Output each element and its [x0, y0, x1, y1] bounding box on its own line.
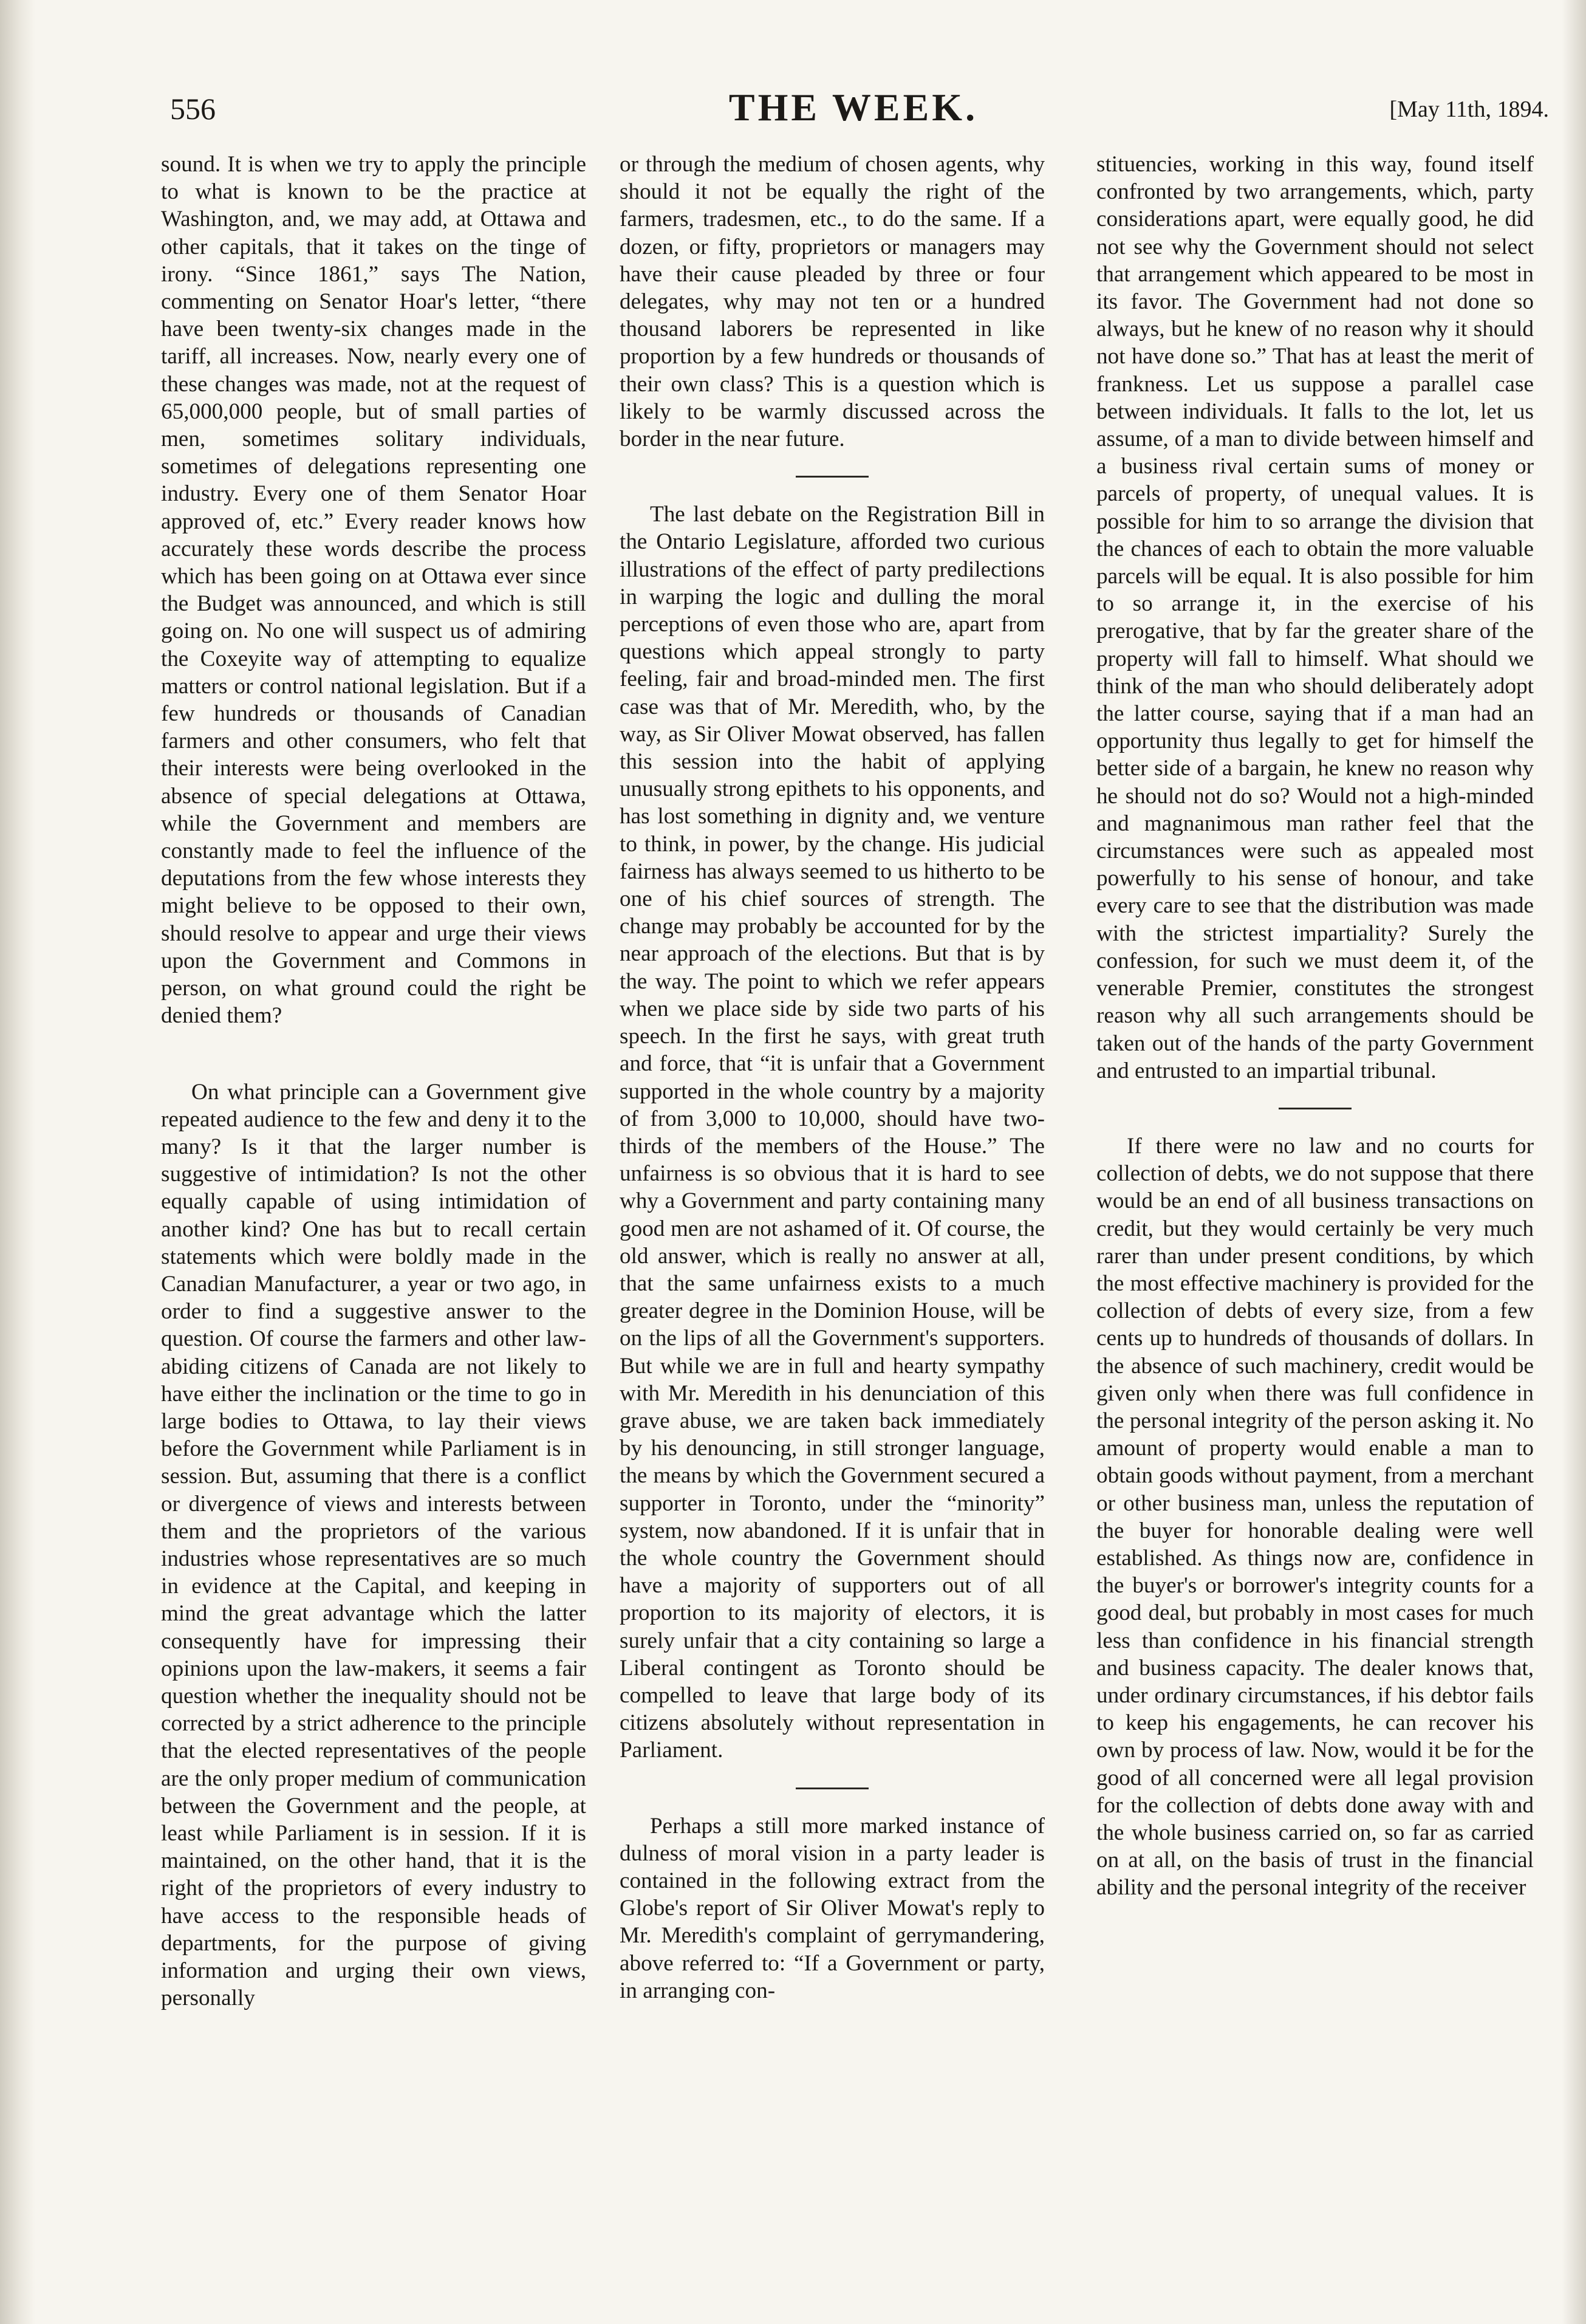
section-separator [1279, 1108, 1352, 1109]
publication-title: THE WEEK. [728, 86, 979, 129]
section-gap [161, 1030, 586, 1078]
paragraph-registration-bill: The last debate on the Registration Bill in the Ontario Legislature, afforded two curious illustrations of the effect of party predilections in warping the logic and dulling the moral perceptions of even those who are, apart from questions which appeal strongly to party feeling, fair and broad-minded men. The first case was that of Mr. Meredith, who, by the way, as Sir Oliver Mowat observed, has fallen this session into the habit of applying unusually strong epithets to his opponents, and has lost something in dignity and, we venture to think, in power, by the change. His judicial fairness has always seemed to us hitherto to be one of his chief sources of strength. The change may probably be accounted for by the near approach of the elections. But that is by the way. The point to which we refer appears when we place side by side two parts of his speech. In the first he says, with great truth and force, that “it is unfair that a Government supported in the whole country by a majority of from 3,000 to 10,000, should have two-thirds of the members of the House.” The unfairness is so obvious that it is hard to see why a Government and party containing many good men are not ashamed of it. Of course, the old answer, which is really no answer at all, that the same unfairness exists to a much greater degree in the Dominion House, will be on the lips of all the Government's supporters. But while we are in full and hearty sympathy with Mr. Meredith in his denunciation of this grave abuse, we are taken back immediately by his denouncing, in still stronger language, the means by which the Government secured a supporter in Toronto, under the “minority” system, now abandoned. If it is unfair that in the whole country the Government should have a majority of supporters out of all proportion to its majority of electors, it is surely unfair that a city containing so large a Liberal contingent as Toronto should be compelled to leave that large body of its citizens absolutely without representation in Parliament. [620, 502, 1045, 1763]
paragraph-debt-collection: If there were no law and no courts for collection of debts, we do not suppose that there would be an end of all business transactions on credit, but they would certainly be very much rarer than under present conditions, by which the most effective machinery is provided for the collection of debts of every size, from a few cents up to hundreds of thousands of dollars. In the absence of such machinery, credit would be given only when there was full confidence in the personal integrity of the person asking it. No amount of property would enable a man to obtain goods without payment, from a merchant or other business man, unless the reputation of the buyer for honorable dealing were well established. As things now are, confidence in the buyer's or borrower's integrity counts for a good deal, but probably in most cases for much less than confidence in his financial strength and business capacity. The dealer knows that, under ordinary circumstances, if his debtor fails to keep his engagements, he can recover his own by process of law. Now, would it be for the good of all concerned were all legal provision for the collection of debts done away with and the whole business carried on, so far as carried on at all, on the basis of trust in the financial ability and the personal integrity of the receiver [1096, 1133, 1534, 1901]
column-left [161, 151, 586, 2012]
page-right-edge [1562, 0, 1586, 2324]
page-number: 556 [170, 92, 216, 126]
section-separator [796, 476, 869, 478]
section-separator [796, 1788, 869, 1789]
paragraph-constituencies: stituencies, working in this way, found itself confronted by two arrangements, which, party considerations apart, were equally good, he did not see why the Government should not select that arrangement which appeared to be most in its favor. The Government had not done so always, but he knew of no reason why it should not have done so.” That has at least the merit of frankness. Let us suppose a parallel case between individuals. It falls to the lot, let us assume, of a man to divide between himself and a business rival certain sums of money or parcels of property, of unequal values. It is possible for him to so arrange the division that the chances of each to obtain the more valuable parcels will be equal. It is also possible for him to so arrange it, in the exercise of his prerogative, that by far the greater share of the property will fall to himself. What should we think of the man who should deliberately adopt the latter course, saying that if a man had an opportunity thus legally to get for himself the better side of a bargain, he knew no reason why he should not do so? Would not a high-minded and magnanimous man rather feel that the circumstances were such as appealed most powerfully to his sense of honour, and take every care to see that the distribution was made with the strictest impartiality? Surely the confession, for such we must deem it, of the venerable Premier, constitutes the strongest reason why all such arrangements should be taken out of the hands of the party Government and entrusted to an impartial tribunal. [1096, 152, 1534, 1083]
paragraph-nation-tariff: sound. It is when we try to apply the principle to what is known to be the practice at Washington, and, we may add, at Ottawa and other capitals, that it takes on the tinge of irony. “Since 1861,” says The Nation, commenting on Senator Hoar's letter, “there have been twenty-six changes made in the tariff, all increases. Now, nearly every one of these changes was made, not at the request of 65,000,000 people, but of small parties of men, sometimes solitary individuals, sometimes of delegations representing one industry. Every one of them Senator Hoar approved of, etc.” Every reader knows how accurately these words describe the process which has been going on at Ottawa ever since the Budget was announced, and which is still going on. No one will suspect us of admiring the Coxeyite way of attempting to equalize matters or control national legislation. But if a few hundreds or thousands of Canadian farmers and other consumers, who felt that their interests were being overlooked in the absence of special delegations at Ottawa, while the Government and members are constantly made to feel the influence of the deputations from the few whose interests they might believe to be opposed to their own, should resolve to appear and urge their views upon the Government and Commons in person, on what ground could the right be denied them? [161, 152, 586, 1029]
page-binding-edge [0, 0, 35, 2324]
issue-date: [May 11th, 1894. [1389, 97, 1549, 122]
paragraph-delegates: or through the medium of chosen agents, why should it not be equally the right of the farmers, tradesmen, etc., to do the same. If a dozen, or fifty, proprietors or managers may have their cause pleaded by three or four delegates, why may not ten or a hundred thousand laborers be represented in like proportion by a few hundreds or thousands of their own class? This is a question which is likely to be warmly discussed across the border in the near future. [620, 152, 1045, 452]
column-middle [620, 151, 1045, 2004]
paragraph-government-audience: On what principle can a Government give repeated audience to the few and deny it to the many? Is it that the larger number is suggestive of intimidation? Is not the other equally capable of using intimidation of another kind? One has but to recall certain statements which were boldly made in the Canadian Manufacturer, a year or two ago, in order to find a suggestive answer to the question. Of course the farmers and other law-abiding citizens of Canada are not likely to have either the inclination or the time to go in large bodies to Ottawa, to lay their views before the Government while Parliament is in session. But, assuming that there is a conflict or divergence of views and interests between them and the proprietors of the various industries whose representatives are so much in evidence at the Capital, and keeping in mind the great advantage which the latter consequently have for impressing their opinions upon the law-makers, it seems a fair question whether the inequality should not be corrected by a strict adherence to the principle that the elected representatives of the people are the only proper medium of communication between the Government and the people, at least while Parliament is in session. If it is maintained, on the other hand, that it is the right of the proprietors of every industry to have access to the responsible heads of departments, for the purpose of giving information and urging their own views, personally [161, 1079, 586, 2011]
page-header [164, 85, 1549, 140]
paragraph-moral-vision: Perhaps a still more marked instance of dulness of moral vision in a party leader is contained in the following extract from the Globe's report of Sir Oliver Mowat's reply to Mr. Meredith's complaint of gerrymandering, above referred to: “If a Government or party, in arranging con- [620, 1813, 1045, 2003]
column-right [1096, 151, 1534, 1902]
